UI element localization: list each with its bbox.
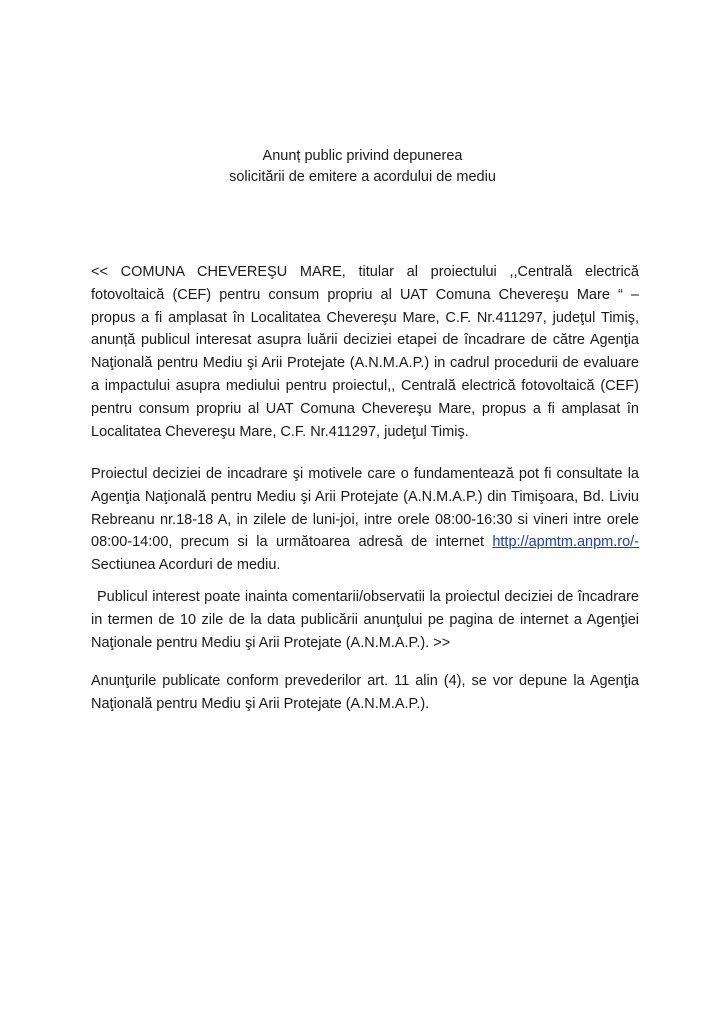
paragraph-comments: Publicul interest poate inainta comentarii/observatii la proiectul deciziei de încadrare in termen de 10 zile de la data publicării anunţului pe pagina de internet a Agenţiei Naţionale pentru Mediu şi Arii Protejate (A.N.M.A.P.). >> <box>91 589 639 651</box>
apm-website-link[interactable]: http://apmtm.anpm.ro/- <box>492 534 639 551</box>
paragraph-submission: Anunţurile publicate conform prevederilor art. 11 alin (4), se vor depune la Agenţia Naţională pentru Mediu şi Arii Protejate (A.N.M.A.P.). <box>91 673 639 712</box>
paragraph-announcement: << COMUNA CHEVEREŞU MARE, titular al proiectului ,,Centrală electrică fotovoltaică (CEF) pentru consum propriu al UAT Comuna Chevereşu Mare “ – propus a fi amplasat în Localitatea Chevereşu Mare, C.F. Nr.411297, judeţul Timiş, anunță publicul interesat asupra luării deciziei etapei de încadrare de către Agenţia Naţională pentru Mediu şi Arii Protejate (A.N.M.A.P.) in cadrul procedurii de evaluare a impactului asupra mediului pentru proiectul,, Centrală electrică fotovoltaică (CEF) pentru consum propriu al UAT Comuna Chevereşu Mare, propus a fi amplasat în Localitatea Chevereşu Mare, C.F. Nr.411297, judeţul Timiş. <box>91 264 639 440</box>
title-line-1: Anunț public privind depunerea <box>262 148 463 164</box>
paragraph-consultation-text: Proiectul deciziei de incadrare şi motivele care o fundamentează pot fi consultate la Agenţia Naţională pentru Mediu şi Arii Protejate (A.N.M.A.P.) din Timişoara, Bd. Liviu Rebreanu nr.18-18 A, in zilele de luni-joi, intre orele 08:00-16:30 si vineri intre orele 08:00-14:00, precum si la următoarea adresă de internet <box>91 466 639 551</box>
paragraph-consultation-section: Sectiunea Acorduri de mediu. <box>91 557 281 574</box>
title-line-2: solicitării de emitere a acordului de mediu <box>229 169 496 185</box>
document-title <box>0 146 725 188</box>
paragraph-consultation <box>91 463 639 577</box>
